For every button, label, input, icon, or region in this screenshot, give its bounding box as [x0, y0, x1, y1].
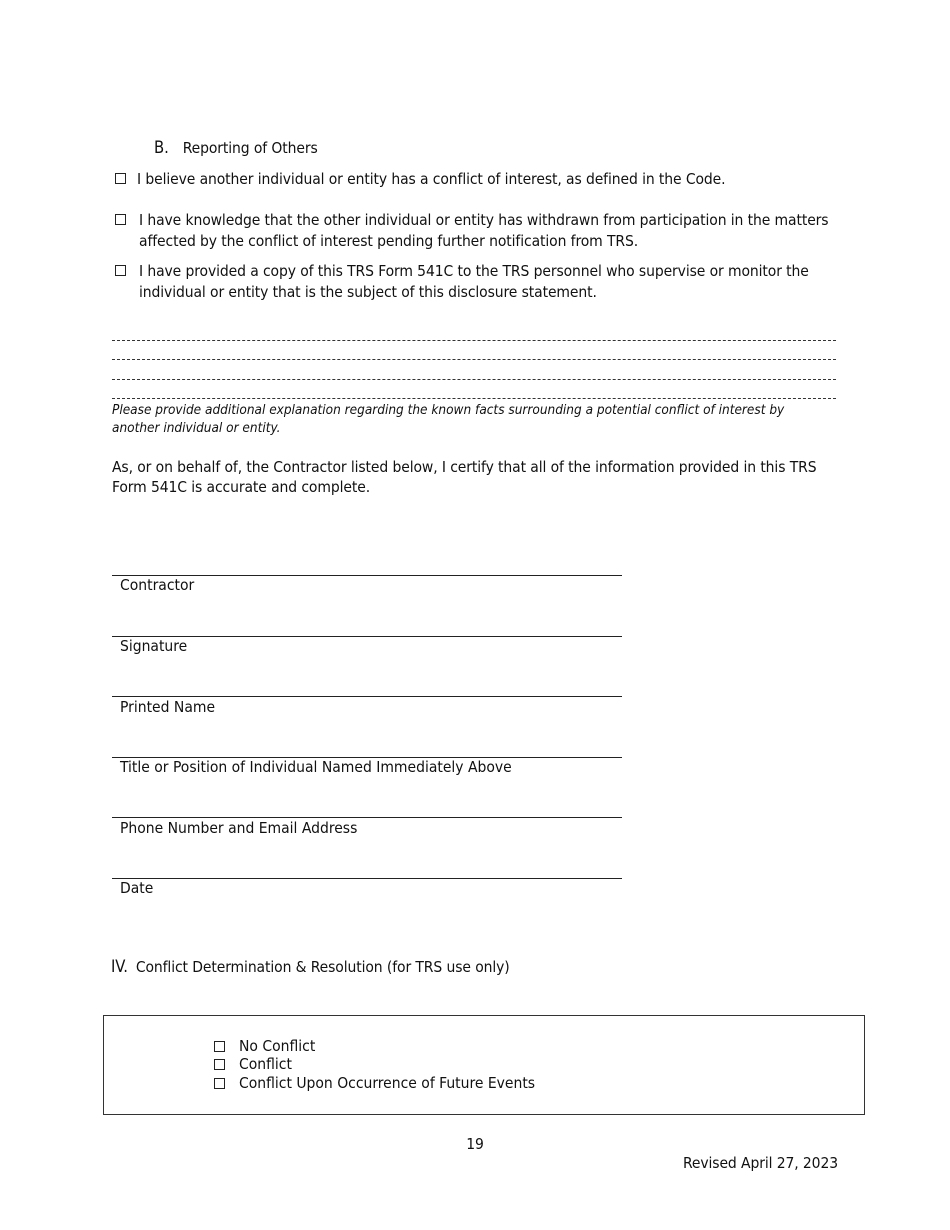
option-label: Conflict Upon Occurrence of Future Events: [239, 1074, 536, 1092]
checkbox-label: I have knowledge that the other individual or entity has withdrawn from participation in the matters affected by the conflict of interest pending further notification from TRS.: [139, 211, 829, 250]
option-label: Conflict: [239, 1055, 292, 1073]
checkbox[interactable]: [214, 1078, 225, 1089]
option-no-conflict[interactable]: [214, 1037, 315, 1056]
signature-line[interactable]: [112, 636, 622, 637]
contractor-label: Contractor: [120, 576, 195, 594]
title-position-label: Title or Position of Individual Named Immediately Above: [120, 758, 512, 776]
date-line[interactable]: [112, 878, 622, 879]
printed-name-label: Printed Name: [120, 698, 216, 716]
phone-email-line[interactable]: [112, 817, 622, 818]
phone-email-label: Phone Number and Email Address: [120, 819, 358, 837]
page-number: 19: [466, 1135, 484, 1153]
checkbox-label: I have provided a copy of this TRS Form 541C to the TRS personnel who supervise or monitor the individual or entity that is the subject of this disclosure statement.: [139, 262, 809, 301]
section-b-title: Reporting of Others: [182, 139, 318, 157]
signature-label: Signature: [120, 637, 188, 655]
checkbox-item-conflict-belief[interactable]: [113, 169, 833, 191]
checkbox-item-copy-provided[interactable]: [113, 261, 833, 305]
option-conflict[interactable]: [214, 1055, 292, 1074]
checkbox[interactable]: [115, 214, 126, 225]
explanation-note: Please provide additional explanation regarding the known facts surrounding a potential conflict of interest by another individual or entity.: [112, 402, 785, 436]
section-b-heading: [154, 137, 318, 159]
explanation-line[interactable]: [112, 340, 836, 341]
option-future-events[interactable]: [214, 1074, 535, 1093]
explanation-line[interactable]: [112, 359, 836, 360]
explanation-line[interactable]: [112, 398, 836, 399]
section-iv-heading: [111, 956, 510, 978]
checkbox[interactable]: [214, 1041, 225, 1052]
date-label: Date: [120, 879, 154, 897]
printed-name-line[interactable]: [112, 696, 622, 697]
checkbox[interactable]: [115, 265, 126, 276]
section-iv-numeral: IV.: [111, 957, 128, 976]
certification-statement: As, or on behalf of, the Contractor listed below, I certify that all of the information provided in this TRS Form 541C is accurate and complete.: [112, 458, 817, 496]
checkbox[interactable]: [115, 173, 126, 184]
revised-date: Revised April 27, 2023: [682, 1154, 838, 1172]
checkbox[interactable]: [214, 1059, 225, 1070]
checkbox-label: I believe another individual or entity has a conflict of interest, as defined in the Code.: [137, 170, 726, 188]
section-b-letter: B.: [154, 138, 169, 157]
option-label: No Conflict: [239, 1037, 316, 1055]
checkbox-item-withdrawn[interactable]: [113, 210, 833, 254]
section-iv-title: Conflict Determination & Resolution (for TRS use only): [135, 958, 510, 976]
explanation-line[interactable]: [112, 379, 836, 380]
